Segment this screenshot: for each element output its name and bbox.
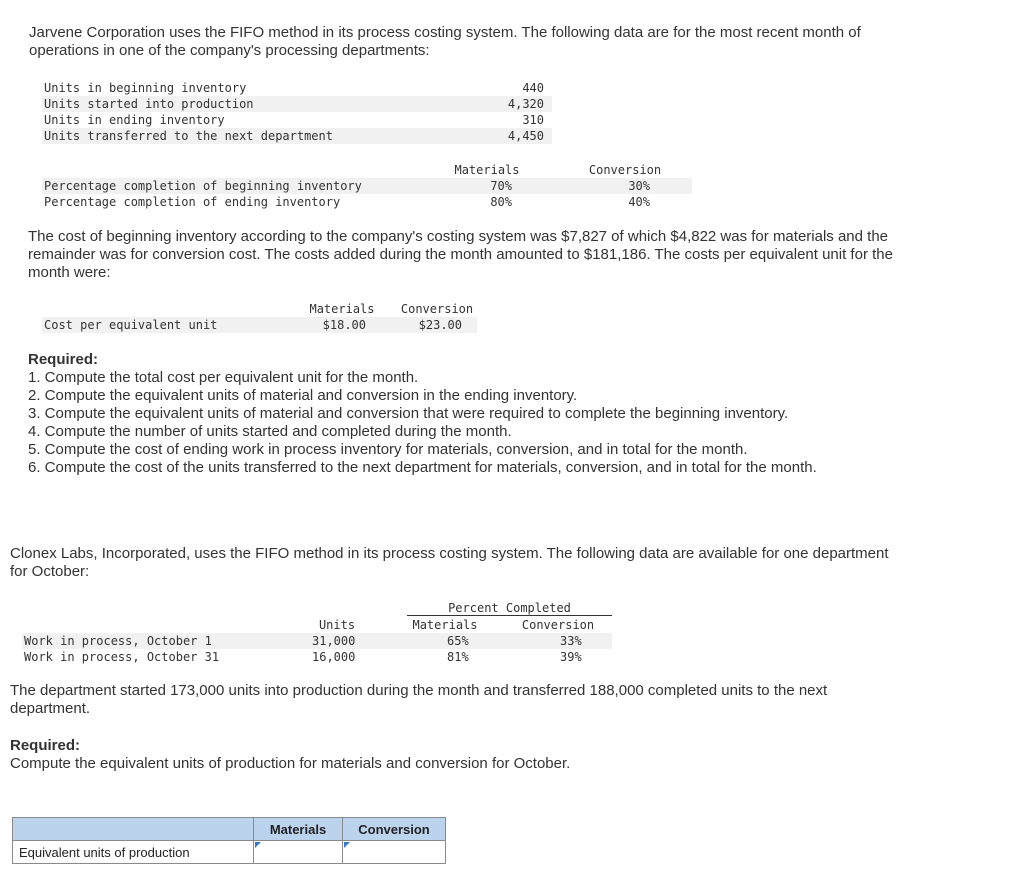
percentage-row-materials: 70% [490, 179, 512, 193]
problem1-required-title: Required: [28, 351, 99, 368]
problem1-intro-line1: Jarvene Corporation uses the FIFO method in its process costing system. The following data are for the most recent month of [29, 24, 861, 41]
cpeu-header-materials: Materials [309, 302, 375, 316]
input-marker-icon [344, 842, 350, 848]
units-row-value: 4,320 [507, 97, 544, 111]
wip-row-conversion: 39% [560, 650, 582, 664]
units-row [42, 112, 552, 128]
problem1-intro-line2: operations in one of the company's processing departments: [29, 42, 430, 59]
problem1-required [28, 351, 1003, 477]
required-item: 3. Compute the equivalent units of material and conversion that were required to complete the beginning inventory. [28, 405, 789, 422]
percentage-row-label: Percentage completion of beginning inventory [44, 179, 362, 193]
production-paragraph [10, 682, 1000, 718]
answer-row-label: Equivalent units of production [13, 841, 254, 864]
units-row-label: Units in beginning inventory [44, 81, 247, 95]
wip-row-materials: 81% [447, 650, 469, 664]
wip-row-units: 16,000 [312, 650, 356, 664]
percentage-header-materials: Materials [454, 163, 520, 177]
required-item: 5. Compute the cost of ending work in process inventory for materials, conversion, and in total for the month. [28, 441, 748, 458]
cpeu-header-row [42, 301, 477, 317]
wip-row-conversion: 33% [560, 634, 582, 648]
equivalent-units-answer-table [12, 817, 446, 864]
problem2-intro [10, 545, 1000, 581]
required-item: 1. Compute the total cost per equivalent unit for the month. [28, 369, 419, 386]
cpeu-conversion: $23.00 [418, 318, 462, 332]
answer-header-conversion: Conversion [343, 818, 446, 841]
units-row [42, 80, 552, 96]
percentage-row [42, 178, 692, 194]
units-row-value: 440 [522, 81, 544, 95]
units-row [42, 128, 552, 144]
problem1-intro [29, 24, 999, 60]
answer-row [13, 841, 446, 864]
units-row-label: Units transferred to the next department [44, 129, 333, 143]
wip-row [22, 633, 612, 649]
wip-group-header-row [22, 600, 612, 616]
wip-header-row [22, 617, 612, 633]
wip-row-label: Work in process, October 1 [24, 634, 212, 648]
wip-row-label: Work in process, October 31 [24, 650, 220, 664]
started-line-2: department. [10, 700, 91, 717]
units-row-value: 4,450 [507, 129, 544, 143]
problem2-required-title: Required: [10, 737, 81, 754]
required-item: 2. Compute the equivalent units of material and conversion in the ending inventory. [28, 387, 578, 404]
problem2-required [10, 737, 1000, 773]
cpeu-label: Cost per equivalent unit [44, 318, 218, 332]
percentage-header-row [42, 162, 692, 178]
wip-row-materials: 65% [447, 634, 469, 648]
required-item: 6. Compute the cost of the units transferred to the next department for materials, conversion, and in total for the month. [28, 459, 817, 476]
materials-answer-cell [254, 841, 343, 864]
answer-header-materials: Materials [254, 818, 343, 841]
conversion-equivalent-units-input[interactable] [343, 841, 445, 863]
units-row-label: Units in ending inventory [44, 113, 225, 127]
percentage-row-materials: 80% [490, 195, 512, 209]
conversion-answer-cell [343, 841, 446, 864]
percentage-row-label: Percentage completion of ending inventory [44, 195, 341, 209]
units-row-value: 310 [522, 113, 544, 127]
required-item: 4. Compute the number of units started and completed during the month. [28, 423, 512, 440]
wip-header-units: Units [318, 618, 356, 632]
problem2-intro-line1: Clonex Labs, Incorporated, uses the FIFO method in its process costing system. The following data are available for one department [10, 545, 889, 562]
percentage-row [42, 194, 692, 210]
wip-row [22, 649, 612, 665]
cpeu-header-conversion: Conversion [400, 302, 474, 316]
input-marker-icon [255, 842, 261, 848]
units-row-label: Units started into production [44, 97, 254, 111]
answer-header-blank [13, 818, 254, 841]
percent-completed-underline [407, 615, 612, 616]
percentage-header-conversion: Conversion [588, 163, 662, 177]
answer-header-row [13, 818, 446, 841]
cpeu-row [42, 317, 477, 333]
materials-equivalent-units-input[interactable] [254, 841, 342, 863]
percentage-row-conversion: 40% [628, 195, 650, 209]
cpeu-materials: $18.00 [322, 318, 366, 332]
problem2-intro-line2: for October: [10, 563, 90, 580]
units-row [42, 96, 552, 112]
cost-line-1: The cost of beginning inventory according to the company's costing system was $7,827 of which $4,822 was for materials and the [28, 228, 889, 245]
started-line-1: The department started 173,000 units into production during the month and transferred 188,000 completed units to the next [10, 682, 828, 699]
wip-row-units: 31,000 [312, 634, 356, 648]
beginning-inventory-cost-paragraph [28, 228, 1003, 282]
percentage-row-conversion: 30% [628, 179, 650, 193]
problem2-required-text: Compute the equivalent units of production for materials and conversion for October. [10, 755, 571, 772]
cost-line-2: remainder was for conversion cost. The costs added during the month amounted to $181,186. The costs per equivalent unit for the [28, 246, 893, 263]
percent-completed-header: Percent Completed [448, 601, 571, 615]
wip-header-conversion: Conversion [521, 618, 595, 632]
wip-header-materials: Materials [412, 618, 478, 632]
cost-line-3: month were: [28, 264, 111, 281]
